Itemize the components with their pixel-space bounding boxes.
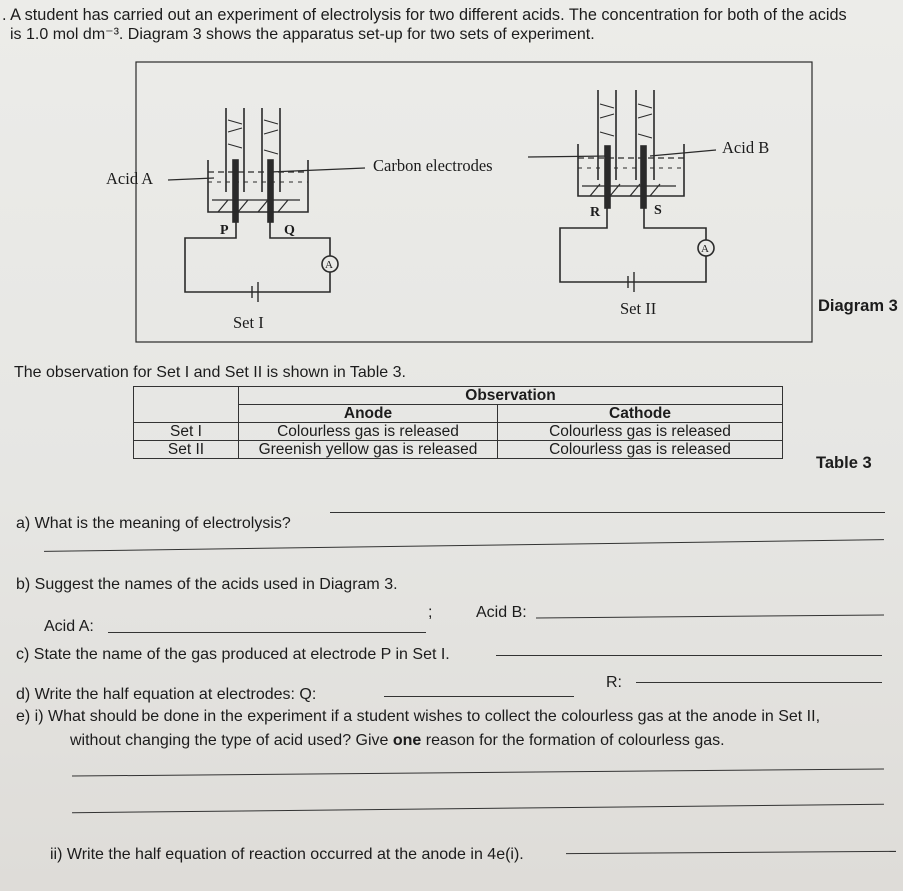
beaker-set1 xyxy=(208,160,308,212)
answer-line-r[interactable] xyxy=(636,682,882,683)
answer-line-acid-a[interactable] xyxy=(108,632,426,633)
label-acid-a-answer: Acid A: xyxy=(44,618,94,635)
answer-line-c[interactable] xyxy=(496,655,882,656)
row-set: Set I xyxy=(134,423,239,441)
table-row xyxy=(134,423,783,441)
question-e1-number: e) i) xyxy=(16,708,48,725)
answer-line-q[interactable] xyxy=(384,696,574,697)
row-anode: Colourless gas is released xyxy=(239,423,498,441)
question-a: a) What is the meaning of electrolysis? xyxy=(16,515,291,532)
diagram-caption: Diagram 3 xyxy=(818,297,898,315)
table-caption: Table 3 xyxy=(816,454,872,472)
label-acid-b: Acid B xyxy=(722,138,770,157)
row-set: Set II xyxy=(134,441,239,459)
label-electrode-r: R xyxy=(590,205,601,220)
question-intro-line1: . A student has carried out an experiment of electrolysis for two different acids. The concentration for both of the acids xyxy=(2,6,847,24)
answer-line-a1[interactable] xyxy=(330,512,885,513)
question-intro-line2: is 1.0 mol dm⁻³. Diagram 3 shows the apparatus set-up for two sets of experiment. xyxy=(10,26,595,43)
table-empty-cell xyxy=(134,387,239,423)
label-electrode-s: S xyxy=(654,203,662,218)
label-acid-a: Acid A xyxy=(106,169,154,188)
separator: ; xyxy=(428,604,433,621)
circuit-set1 xyxy=(185,222,330,292)
question-e1-line1: What should be done in the experiment if a student wishes to collect the colourless gas at the anode in Set II, xyxy=(48,708,821,725)
label-r-answer: R: xyxy=(606,674,622,691)
beaker-set2 xyxy=(578,144,684,196)
observation-table xyxy=(133,386,783,459)
ammeter-set2-label: A xyxy=(701,243,709,255)
circuit-set2 xyxy=(560,208,706,282)
label-electrode-q: Q xyxy=(284,223,295,238)
label-set-1: Set I xyxy=(233,313,264,332)
table-intro: The observation for Set I and Set II is shown in Table 3. xyxy=(14,364,406,381)
electrode-r xyxy=(605,146,610,208)
question-d: d) Write the half equation at electrodes: Q: xyxy=(16,686,317,703)
electrode-p xyxy=(233,160,238,222)
label-set-2: Set II xyxy=(620,299,657,318)
header-observation: Observation xyxy=(239,387,783,405)
row-anode: Greenish yellow gas is released xyxy=(239,441,498,459)
question-b: b) Suggest the names of the acids used in Diagram 3. xyxy=(16,576,398,593)
label-acid-b-answer: Acid B: xyxy=(476,604,527,621)
label-electrode-p: P xyxy=(220,223,229,238)
header-anode: Anode xyxy=(239,405,498,423)
row-cathode: Colourless gas is released xyxy=(498,423,783,441)
emphasis-one: one xyxy=(392,732,422,749)
label-carbon-electrodes: Carbon electrodes xyxy=(373,156,493,175)
table-row xyxy=(134,441,783,459)
header-cathode: Cathode xyxy=(498,405,783,423)
question-e1-line2: without changing the type of acid used? Give one reason for the formation of colourless gas. xyxy=(70,732,725,749)
ammeter-set1-label: A xyxy=(325,259,333,271)
electrode-s xyxy=(641,146,646,208)
row-cathode: Colourless gas is released xyxy=(498,441,783,459)
question-e2: ii) Write the half equation of reaction occurred at the anode in 4e(i). xyxy=(50,846,524,863)
question-e1-prefix xyxy=(16,708,820,726)
question-c: c) State the name of the gas produced at electrode P in Set I. xyxy=(16,646,450,663)
electrode-q xyxy=(268,160,273,222)
